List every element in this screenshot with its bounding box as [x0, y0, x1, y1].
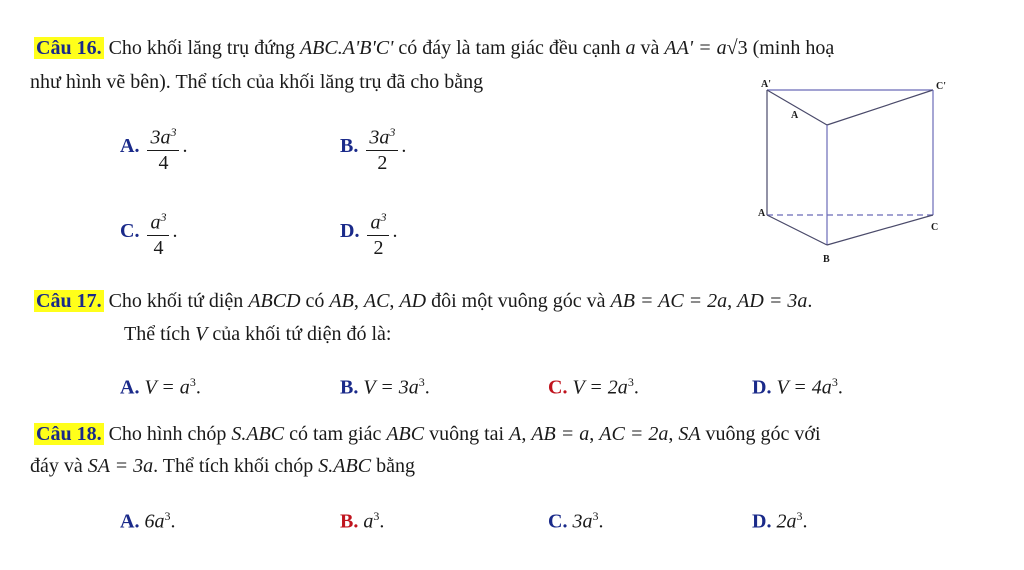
- option-exp: 3: [373, 509, 380, 523]
- fraction: [147, 205, 169, 260]
- q18-math: AC = 2a: [599, 423, 669, 445]
- q18-math: SA: [678, 423, 701, 445]
- frac-num: 3a: [150, 126, 171, 149]
- label-b: B: [823, 254, 830, 265]
- q17-math: AC: [363, 290, 390, 312]
- q16-math-a: a: [625, 37, 636, 59]
- q16-text: có đáy là tam giác đều cạnh: [393, 37, 626, 59]
- q17-text: đôi một vuông góc và: [426, 290, 611, 312]
- option-expr: 2a: [776, 510, 797, 533]
- q17-text: .: [807, 290, 813, 312]
- q18-math: ABC: [386, 423, 425, 445]
- q16-text: Cho khối lăng trụ đứng: [103, 37, 300, 59]
- option-exp: 3: [189, 375, 196, 389]
- option-letter: C.: [548, 376, 568, 399]
- option-letter: A.: [120, 376, 140, 399]
- option-letter: A.: [120, 510, 140, 533]
- q18-text: ,: [589, 423, 600, 445]
- option-exp: 3: [831, 375, 838, 389]
- frac-exp: 3: [160, 210, 167, 224]
- q17-option-d[interactable]: D. $V = 4a^3$.: [752, 375, 843, 399]
- edge-b-c: [827, 215, 933, 245]
- q17-text: ,: [727, 290, 738, 312]
- q18-text: Cho hình chóp: [103, 423, 232, 445]
- frac-den: 4: [153, 236, 164, 259]
- option-letter: D.: [752, 510, 772, 533]
- q16-line1: [34, 36, 834, 60]
- q16-option-d[interactable]: D. $\frac{a^3}{2}$ .: [340, 205, 397, 260]
- q18-text: bằng: [371, 455, 415, 477]
- q16-text: (minh hoạ: [747, 37, 835, 59]
- q17-text: ,: [389, 290, 400, 312]
- q18-math: AB = a: [531, 423, 590, 445]
- q17-math: AB = AC = 2a: [610, 290, 728, 312]
- fraction: [366, 120, 398, 175]
- edge-a-b: [767, 215, 827, 245]
- q18-label: Câu 18.: [36, 423, 102, 445]
- label-a1: A': [761, 80, 771, 90]
- frac-exp: 3: [380, 210, 387, 224]
- q16-option-b[interactable]: B. $\frac{3a^3}{2}$ .: [340, 120, 406, 175]
- q17-line2: [124, 322, 391, 346]
- q17-label: Câu 17.: [36, 290, 102, 312]
- q18-text: ,: [521, 423, 532, 445]
- q17-text: có: [300, 290, 330, 312]
- option-exp: 3: [796, 509, 803, 523]
- frac-num: a: [370, 211, 381, 234]
- q16-label: Câu 16.: [36, 37, 102, 59]
- q18-option-a[interactable]: A. $6a^3$.: [120, 509, 176, 533]
- q17-option-a[interactable]: A. $V = a^3$.: [120, 375, 201, 399]
- option-expr: V = 4a: [776, 376, 832, 399]
- q17-text: của khối tứ diện đó là:: [207, 323, 392, 345]
- option-exp: 3: [627, 375, 634, 389]
- frac-den: 4: [158, 151, 169, 174]
- q17-math: AB: [329, 290, 354, 312]
- q18-text: ,: [668, 423, 679, 445]
- q16-math-prism: ABC.A'B'C': [299, 37, 394, 59]
- q17-math: ABCD: [248, 290, 301, 312]
- frac-exp: 3: [389, 125, 396, 139]
- q17-math: AD: [399, 290, 427, 312]
- label-c1: C': [936, 81, 946, 92]
- option-letter: C.: [120, 219, 140, 242]
- frac-num: a: [150, 211, 161, 234]
- q18-math: S.ABC: [231, 423, 285, 445]
- option-expr: V = 3a: [363, 376, 419, 399]
- label-a: A: [758, 208, 766, 219]
- q18-text: đáy và: [30, 455, 88, 477]
- q18-math: A: [509, 423, 522, 445]
- option-exp: 3: [418, 375, 425, 389]
- option-letter: A.: [120, 134, 140, 157]
- option-expr: 3a: [572, 510, 593, 533]
- q17-option-c[interactable]: C. $V = 2a^3$.: [548, 375, 639, 399]
- q17-text: Thể tích: [124, 323, 196, 345]
- q18-text: vuông tai: [424, 423, 510, 445]
- option-exp: 3: [592, 509, 599, 523]
- q18-math: S.ABC: [318, 455, 372, 477]
- option-exp: 3: [164, 509, 171, 523]
- option-letter: B.: [340, 376, 359, 399]
- option-expr: 6a: [144, 510, 165, 533]
- q18-math: SA = 3a: [87, 455, 154, 477]
- edge-b1-c1: [827, 90, 933, 125]
- q17-line1: [34, 289, 812, 313]
- q17-text: Cho khối tứ diện: [103, 290, 249, 312]
- label-c: C: [931, 222, 939, 233]
- q18-option-c[interactable]: C. $3a^3$.: [548, 509, 604, 533]
- q18-line1: [34, 422, 821, 446]
- q16-line2: như hình vẽ bên). Thể tích của khối lăng trụ đã cho bằng: [30, 71, 484, 93]
- frac-den: 2: [377, 151, 388, 174]
- option-letter: C.: [548, 510, 568, 533]
- option-expr: a: [363, 510, 374, 533]
- prism-figure: [755, 80, 955, 270]
- q17-math-v: V: [195, 323, 208, 345]
- q18-option-b[interactable]: B. $a^3$.: [340, 509, 385, 533]
- q17-math: AD = 3a: [737, 290, 808, 312]
- q18-text: có tam giác: [284, 423, 387, 445]
- q17-option-b[interactable]: B. $V = 3a^3$.: [340, 375, 430, 399]
- option-expr: V = 2a: [572, 376, 628, 399]
- q18-option-d[interactable]: D. $2a^3$.: [752, 509, 808, 533]
- q18-text: vuông góc với: [700, 423, 821, 445]
- q16-option-c[interactable]: C. $\frac{a^3}{4}$ .: [120, 205, 177, 260]
- frac-exp: 3: [170, 125, 177, 139]
- q16-math-sqrt: √3: [726, 37, 748, 59]
- fraction: [147, 120, 179, 175]
- option-letter: D.: [752, 376, 772, 399]
- q16-text: và: [635, 37, 665, 59]
- q16-option-a[interactable]: A. $\frac{3a^3}{4}$ .: [120, 120, 187, 175]
- q17-text: ,: [353, 290, 364, 312]
- frac-den: 2: [373, 236, 384, 259]
- frac-num: 3a: [369, 126, 390, 149]
- option-expr: V = a: [144, 376, 190, 399]
- option-letter: D.: [340, 219, 360, 242]
- label-b1: A: [791, 110, 799, 121]
- option-letter: B.: [340, 510, 359, 533]
- q18-text: . Thể tích khối chóp: [153, 455, 319, 477]
- fraction: [367, 205, 389, 260]
- q18-line2: [30, 454, 415, 478]
- option-letter: B.: [340, 134, 359, 157]
- q16-math-aa: AA' = a: [664, 37, 727, 59]
